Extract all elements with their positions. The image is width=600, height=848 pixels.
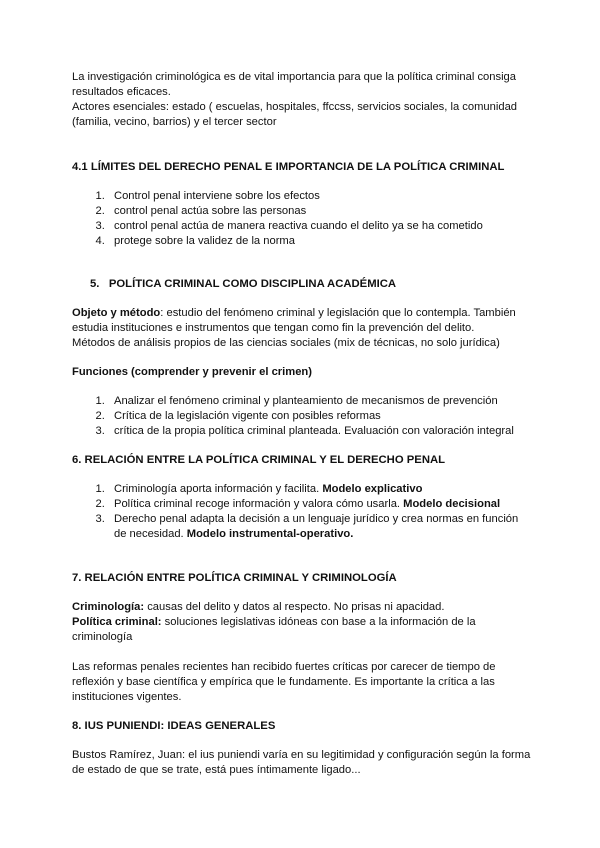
- actors-paragraph: Actores esenciales: estado ( escuelas, hospitales, ffccss, servicios sociales, la comunidad (familia, vecino, barrios) y el tercer sector: [72, 101, 518, 128]
- criminologia-paragraph: [72, 600, 532, 615]
- section-5-list: [72, 394, 532, 439]
- document-body: [72, 70, 532, 778]
- section-4-1-list: [72, 189, 532, 249]
- section-5-title: POLÍTICA CRIMINAL COMO DISCIPLINA ACADÉMICA: [108, 278, 397, 290]
- politica-paragraph: [72, 615, 532, 645]
- list-item: 3. control penal actúa de manera reactiva cuando el delito ya se ha cometido: [108, 219, 532, 234]
- item-model: Modelo instrumental-operativo.: [186, 528, 354, 540]
- section-7-heading: 7. RELACIÓN ENTRE POLÍTICA CRIMINAL Y CRIMINOLOGÍA: [72, 572, 397, 584]
- item-text: Política criminal recoge información y valora cómo usarla.: [114, 498, 404, 510]
- item-model: Modelo explicativo: [322, 483, 423, 495]
- item-model: Modelo decisional: [403, 498, 501, 510]
- politica-text: soluciones legislativas idóneas con base a la información de la criminología: [72, 616, 476, 643]
- list-item: [108, 497, 532, 512]
- objeto-text: : estudio del fenómeno criminal y legislación que lo contempla. También estudia instituciones e instrumentos que tengan como fin la prevención del delito.: [72, 307, 516, 334]
- funciones-label-text: Funciones (comprender y prevenir el crimen): [72, 366, 312, 378]
- criminologia-label: Criminología:: [72, 601, 145, 613]
- bustos-paragraph: Bustos Ramírez, Juan: el ius puniendi varía en su legitimidad y configuración según la forma de estado de que se trate, está pues íntimamente ligado...: [72, 749, 531, 776]
- section-5-number: 5.: [90, 278, 100, 290]
- list-item: 1. Analizar el fenómeno criminal y planteamiento de mecanismos de prevención: [108, 394, 532, 409]
- list-item: [108, 482, 532, 497]
- politica-label: Política criminal:: [72, 616, 162, 628]
- item-text: Criminología aporta información y facilita.: [114, 483, 323, 495]
- section-6-heading: 6. RELACIÓN ENTRE LA POLÍTICA CRIMINAL Y EL DERECHO PENAL: [72, 454, 446, 466]
- objeto-label: Objeto y método: [72, 307, 161, 319]
- list-item: 3. crítica de la propia política criminal planteada. Evaluación con valoración integral: [108, 424, 532, 439]
- metodos-paragraph: Métodos de análisis propios de las ciencias sociales (mix de técnicas, no solo jurídica): [72, 337, 500, 349]
- section-4-1-heading: 4.1 LÍMITES DEL DERECHO PENAL E IMPORTANCIA DE LA POLÍTICA CRIMINAL: [72, 161, 505, 173]
- criminologia-text: causas del delito y datos al respecto. No prisas ni apacidad.: [144, 601, 445, 613]
- list-item: 4. protege sobre la validez de la norma: [108, 234, 532, 249]
- list-item: 2. control penal actúa sobre las personas: [108, 204, 532, 219]
- list-item: 1. Control penal interviene sobre los efectos: [108, 189, 532, 204]
- intro-paragraph: La investigación criminológica es de vital importancia para que la política criminal consiga resultados eficaces.: [72, 71, 516, 98]
- section-8-heading: 8. IUS PUNIENDI: IDEAS GENERALES: [72, 720, 276, 732]
- funciones-label: [72, 365, 532, 380]
- list-item: [108, 512, 532, 542]
- reformas-paragraph: Las reformas penales recientes han recibido fuertes críticas por carecer de tiempo de reflexión y base científica y empírica que le fundamente. Es importante la crítica a las instituciones vigentes.: [72, 661, 496, 703]
- list-item: 2. Crítica de la legislación vigente con posibles reformas: [108, 409, 532, 424]
- section-5-heading: [72, 277, 532, 292]
- section-6-list: [72, 482, 532, 542]
- objeto-paragraph: [72, 306, 532, 336]
- item-text: Derecho penal adapta la decisión a un lenguaje jurídico y crea normas en función de necesidad.: [114, 513, 519, 540]
